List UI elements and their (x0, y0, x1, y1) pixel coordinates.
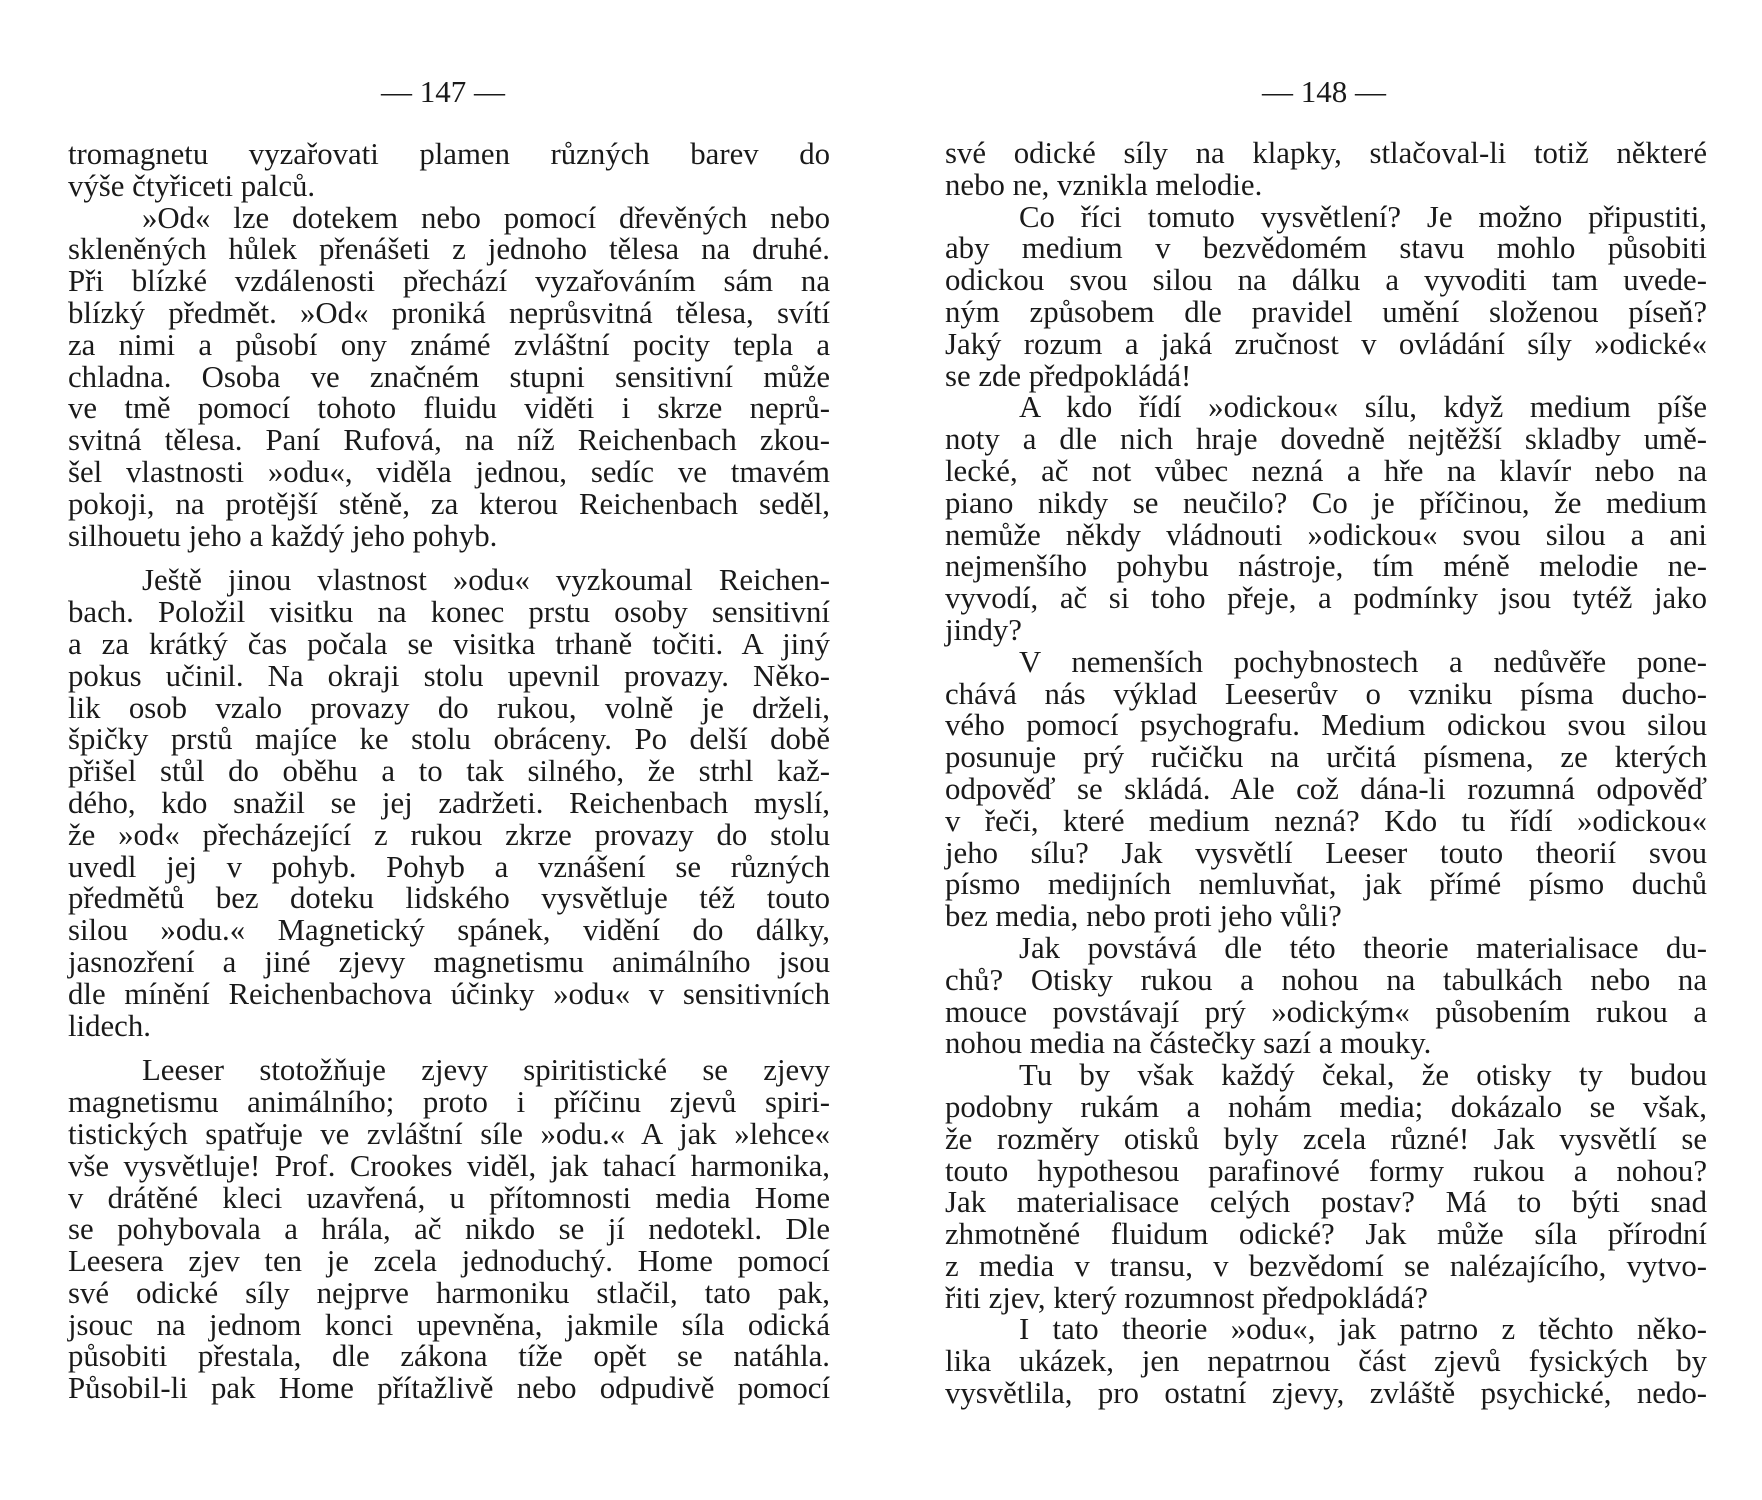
text-line: vého pomocí psychografu. Medium odickou svou silou (945, 708, 1707, 743)
text-line: Jaký rozum a jaká zručnost v ovládání síly »odické« (945, 326, 1707, 361)
text-line: chává nás výklad Leeserův o vzniku písma ducho- (945, 676, 1707, 711)
text-line: že »od« přecházející z rukou zkrze provazy do stolu (68, 817, 830, 852)
text-line: bez media, nebo proti jeho vůli? (945, 899, 1342, 934)
text-line: tromagnetu vyzařovati plamen různých barev do (68, 137, 830, 171)
text-line: uvedl jej v pohyb. Pohyb a vznášení se různých (68, 849, 830, 884)
text-line: nejmenšího pohybu nástroje, tím méně melodie ne- (945, 549, 1707, 584)
text-line: jeho sílu? Jak vysvětlí Leeser touto theorií svou (945, 835, 1707, 870)
text-line: svitná tělesa. Paní Rufová, na níž Reichenbach zkou- (68, 423, 830, 458)
text-line: dle mínění Reichenbachova účinky »odu« v sensitivních (68, 976, 830, 1011)
text-line: lidech. (68, 1008, 151, 1043)
text-line: v řeči, které medium nezná? Kdo tu řídí »odickou« (945, 803, 1707, 838)
text-line: silhouetu jeho a každý jeho pohyb. (68, 518, 498, 553)
text-line: chů? Otisky rukou a nohou na tabulkách nebo na (945, 962, 1707, 997)
text-line: Ještě jinou vlastnost »odu« vyzkoumal Reichen- (142, 563, 830, 598)
text-line: silou »odu.« Magnetický spánek, vidění do dálky, (68, 913, 830, 948)
text-line: vyvodí, ač si toho přeje, a podmínky jsou tytéž jako (945, 581, 1707, 616)
page-number-right: — 148 — (1262, 74, 1386, 109)
text-line: že rozměry otisků byly zcela různé! Jak vysvětlí se (945, 1121, 1707, 1156)
text-line: Působil-li pak Home přítažlivě nebo odpudivě pomocí (68, 1371, 830, 1406)
text-line: Jak povstává dle této theorie materialisace du- (1019, 930, 1707, 965)
text-line: I tato theorie »odu«, jak patrno z těchto něko- (1019, 1312, 1707, 1347)
text-line: mouce povstávají prý »odickým« působením rukou a (945, 994, 1707, 1029)
text-line: působiti přestala, dle zákona tíže opět se natáhla. (68, 1339, 830, 1374)
text-line: odickou svou silou na dálku a vyvoditi tam uvede- (945, 263, 1707, 298)
text-line: z media v transu, v bezvědomí se nalézajícího, vytvo- (945, 1248, 1707, 1283)
text-line: za nimi a působí ony známé zvláštní pocity tepla a (68, 327, 830, 362)
text-line: magnetismu animálního; proto i příčinu zjevů spiri- (68, 1085, 830, 1120)
text-line: nebo ne, vznikla melodie. (945, 167, 1263, 202)
text-line: blízký předmět. »Od« proniká neprůsvitná tělesa, svítí (68, 295, 830, 330)
text-line: výše čtyřiceti palců. (68, 168, 316, 203)
text-line: vysvětlila, pro ostatní zjevy, zvláště psychické, nedo- (945, 1376, 1707, 1411)
text-line: noty a dle nich hraje dovedně nejtěžší skladby umě- (945, 422, 1707, 457)
text-line: podobny rukám a nohám media; dokázalo se však, (945, 1089, 1707, 1124)
text-line: se zde předpokládá! (945, 358, 1192, 393)
text-line: jasnozření a jiné zjevy magnetismu animálního jsou (68, 944, 830, 979)
text-line: šel vlastnosti »odu«, viděla jednou, sedíc ve tmavém (68, 454, 830, 489)
text-line: své odické síly na klapky, stlačoval-li totiž některé (945, 136, 1707, 170)
text-line: Jak materialisace celých postav? Má to býti snad (945, 1185, 1707, 1220)
text-line: V nemenších pochybnostech a nedůvěře pone- (1019, 644, 1707, 679)
text-line: touto hypothesou parafinové formy rukou a nohou? (945, 1153, 1707, 1188)
text-line: odpověď se skládá. Ale což dána-li rozumná odpověď (945, 771, 1707, 806)
page-number-left: — 147 — (381, 74, 505, 109)
text-line: zhmotněné fluidum odické? Jak může síla přírodní (945, 1217, 1707, 1252)
text-line: řiti zjev, který rozumnost předpokládá? (945, 1280, 1428, 1315)
left-page-text (68, 139, 830, 1405)
text-line: nohou media na částečky sazí a mouky. (945, 1026, 1432, 1061)
text-line: Tu by však každý čekal, že otisky ty budou (1019, 1058, 1707, 1093)
text-line: Leesera zjev ten je zcela jednoduchý. Home pomocí (68, 1244, 830, 1279)
text-line: a za krátký čas počala se visitka trhaně točiti. A jiný (68, 626, 830, 661)
text-line: posunuje prý ručičku na určitá písmena, ze kterých (945, 740, 1707, 775)
text-line: bach. Položil visitku na konec prstu osoby sensitivní (68, 595, 830, 630)
text-line: pokus učinil. Na okraji stolu upevnil provazy. Něko- (68, 658, 830, 693)
text-line: vše vysvětluje! Prof. Crookes viděl, jak tahací harmonika, (68, 1148, 830, 1183)
text-line: lecké, ač not vůbec nezná a hře na klavír nebo na (945, 453, 1707, 488)
text-line: lika ukázek, jen nepatrnou část zjevů fysických by (945, 1344, 1707, 1379)
text-line: nemůže někdy vládnouti »odickou« svou silou a ani (945, 517, 1707, 552)
text-line: lik osob vzalo provazy do rukou, volně je drželi, (68, 690, 830, 725)
text-line: A kdo řídí »odickou« sílu, když medium píše (1019, 390, 1707, 425)
text-line: ve tmě pomocí tohoto fluidu viděti i skrze neprů- (68, 391, 830, 426)
text-line: jsouc na jednom konci upevněna, jakmile síla odická (68, 1307, 830, 1342)
text-line: předmětů bez doteku lidského vysvětluje též touto (68, 881, 830, 916)
text-line: ným způsobem dle pravidel umění složenou píseň? (945, 294, 1707, 329)
text-line: písmo medijních nemluvňat, jak přímé písmo duchů (945, 867, 1707, 902)
text-line: »Od« lze dotekem nebo pomocí dřevěných nebo (142, 200, 830, 235)
text-line: v drátěné kleci uzavřená, u přítomnosti media Home (68, 1180, 830, 1215)
text-line: jindy? (945, 612, 1022, 647)
right-page-text (945, 138, 1707, 1410)
text-line: Leeser stotožňuje zjevy spiritistické se zjevy (142, 1053, 830, 1088)
text-line: Co říci tomuto vysvětlení? Je možno připustiti, (1019, 199, 1707, 234)
text-line: aby medium v bezvědomém stavu mohlo působiti (945, 231, 1707, 266)
text-line: piano nikdy se neučilo? Co je příčinou, že medium (945, 485, 1707, 520)
text-line: své odické síly nejprve harmoniku stlačil, tato pak, (68, 1275, 830, 1310)
text-line: pokoji, na protější stěně, za kterou Reichenbach seděl, (68, 486, 830, 521)
text-line: chladna. Osoba ve značném stupni sensitivní může (68, 359, 830, 394)
text-line: dého, kdo snažil se jej zadržeti. Reichenbach myslí, (68, 785, 830, 820)
text-line: tistických spatřuje ve zvláštní síle »odu.« A jak »lehce« (68, 1116, 830, 1151)
text-line: špičky prstů majíce ke stolu obráceny. Po delší době (68, 722, 830, 757)
text-line: přišel stůl do oběhu a to tak silného, že strhl kaž- (68, 754, 830, 789)
text-line: Při blízké vzdálenosti přechází vyzařováním sám na (68, 264, 830, 299)
text-line: skleněných hůlek přenášeti z jednoho tělesa na druhé. (68, 232, 830, 267)
text-line: se pohybovala a hrála, ač nikdo se jí nedotekl. Dle (68, 1212, 830, 1247)
